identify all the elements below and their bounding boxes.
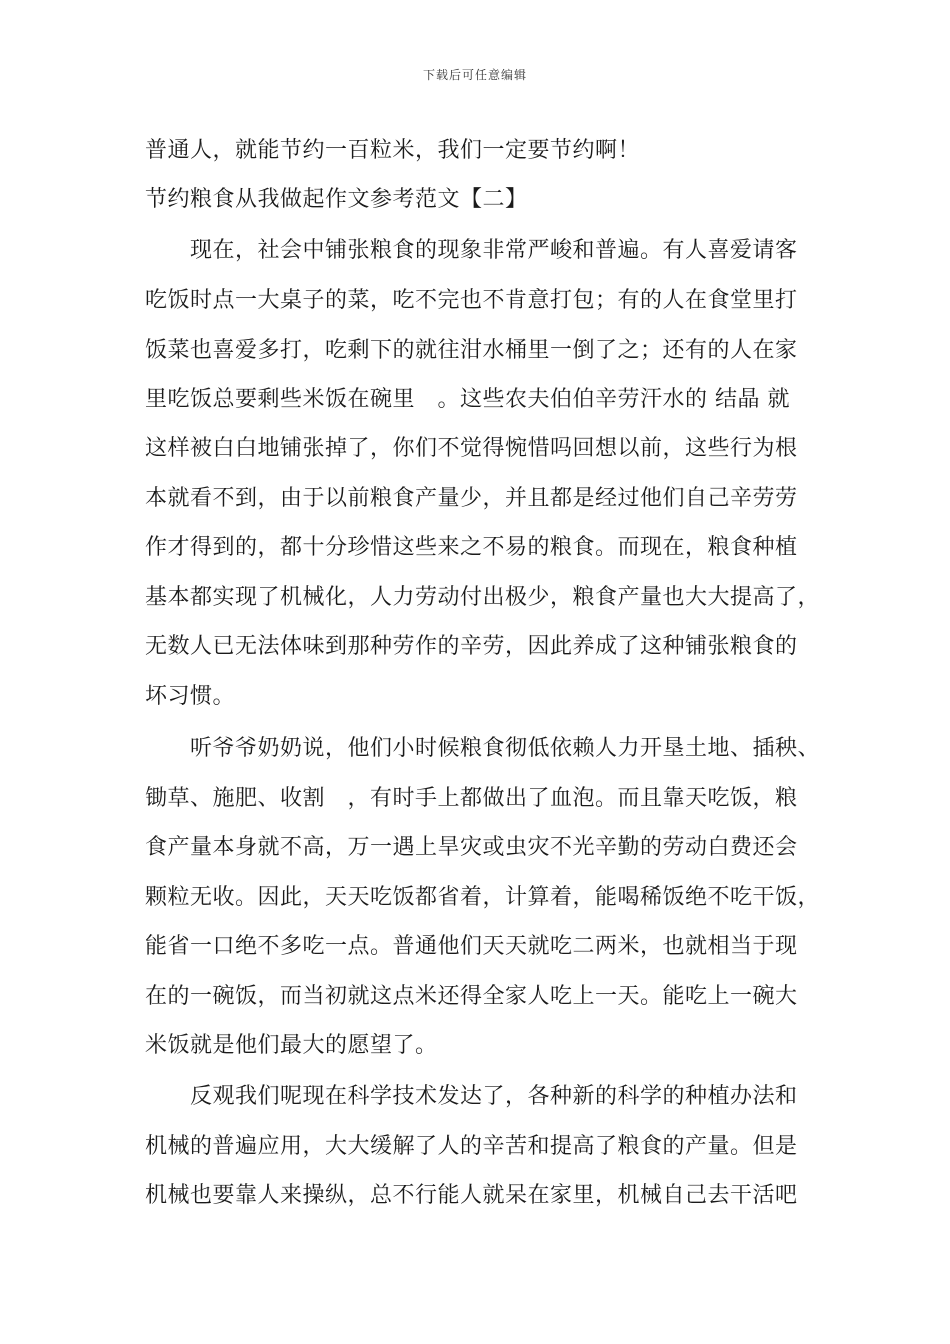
text-line: 饭菜也喜爱多打，吃剩下的就往泔水桶里一倒了之；还有的人在家 (145, 338, 798, 363)
text-line: 里吃饭总要剩些米饭在碗里 。这些农夫伯伯辛劳汗水的 结晶 就 (145, 387, 790, 412)
section-heading: 节约粮食从我做起作文参考范文【二】 (145, 187, 528, 212)
text-line: 作才得到的，都十分珍惜这些来之不易的粮食。而现在，粮食种植 (145, 535, 798, 560)
text-line: 颗粒无收。因此，天天吃饭都省着，计算着，能喝稀饭绝不吃干饭， (145, 885, 821, 910)
text-line: 能省一口绝不多吃一点。普通他们天天就吃二两米，也就相当于现 (145, 934, 798, 959)
text-line: 机械的普遍应用，大大缓解了人的辛苦和提高了粮食的产量。但是 (145, 1134, 798, 1159)
text-line: 普通人，就能节约一百粒米，我们一定要节约啊！ (145, 138, 641, 163)
text-line: 锄草、施肥、收割 ，有时手上都做出了血泡。而且靠天吃饭，粮 (145, 786, 798, 811)
text-line: 听爷爷奶奶说，他们小时候粮食彻低依赖人力开垦土地、插秧、 (190, 736, 821, 761)
text-line: 坏习惯。 (145, 684, 236, 709)
text-line: 吃饭时点一大桌子的菜，吃不完也不肯意打包；有的人在食堂里打 (145, 288, 798, 313)
text-line: 这样被白白地铺张掉了，你们不觉得惋惜吗回想以前，这些行为根 (145, 436, 798, 461)
page-header: 下载后可任意编辑 (422, 68, 527, 82)
text-line: 基本都实现了机械化，人力劳动付出极少，粮食产量也大大提高了， (145, 585, 821, 610)
text-line: 机械也要靠人来操纵，总不行能人就呆在家里，机械自己去干活吧 (145, 1183, 798, 1208)
text-line: 现在，社会中铺张粮食的现象非常严峻和普遍。有人喜爱请客 (190, 238, 798, 263)
text-line: 无数人已无法体味到那种劳作的辛劳，因此养成了这种铺张粮食的 (145, 634, 798, 659)
text-line: 米饭就是他们最大的愿望了。 (145, 1033, 438, 1058)
text-line: 在的一碗饭，而当初就这点米还得全家人吃上一天。能吃上一碗大 (145, 984, 798, 1009)
text-line: 本就看不到，由于以前粮食产量少，并且都是经过他们自己辛劳劳 (145, 486, 798, 511)
text-line: 反观我们呢现在科学技术发达了，各种新的科学的种植办法和 (190, 1084, 798, 1109)
text-line: 食产量本身就不高，万一遇上旱灾或虫灾不光辛勤的劳动白费还会 (145, 835, 798, 860)
